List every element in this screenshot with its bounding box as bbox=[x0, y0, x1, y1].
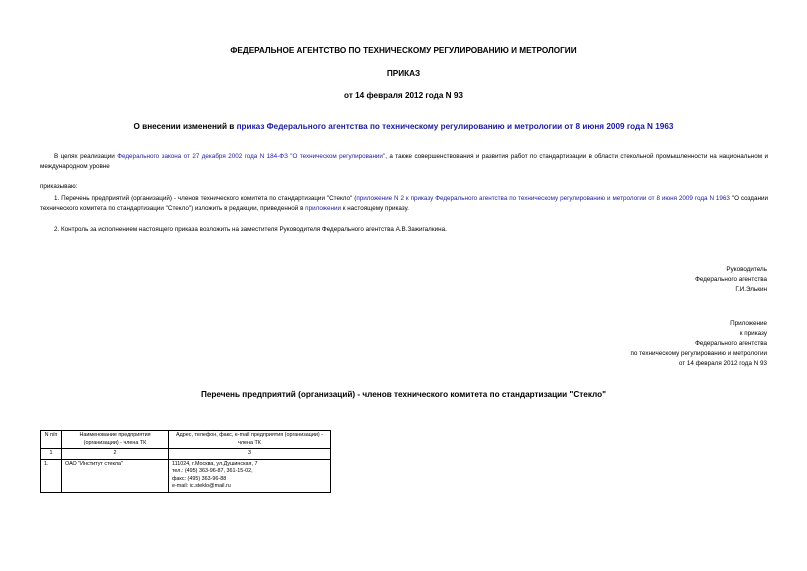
agency-name: ФЕДЕРАЛЬНОЕ АГЕНТСТВО ПО ТЕХНИЧЕСКОМУ РЕГУЛИРОВАНИЮ И МЕТРОЛОГИИ bbox=[230, 46, 577, 55]
prikazyvayu: приказываю: bbox=[40, 183, 78, 190]
members-table bbox=[40, 430, 331, 493]
col-number: 1 bbox=[41, 449, 62, 460]
item-2: 2. Контроль за исполнением настоящего приказа возложить на заместителя Руководителя Федерального агентства А.В.Зажигалкина. bbox=[54, 226, 447, 233]
address-line: 111024, г.Москва, ул.Душинская, 7 bbox=[172, 460, 258, 467]
appendix-line-5: от 14 февраля 2012 года N 93 bbox=[678, 360, 767, 367]
table-number-row bbox=[41, 449, 331, 460]
appendix-line-3: Федерального агентства bbox=[695, 340, 767, 347]
header-address: Адрес, телефон, факс, e-mail предприятия (организации) - члена ТК bbox=[169, 431, 331, 449]
p1-prefix: В целях реализации bbox=[54, 153, 118, 160]
table-row bbox=[41, 459, 331, 492]
title-link[interactable]: приказ Федерального агентства по техническому регулированию и метрологии от 8 июня 2009 года N 1963 bbox=[236, 122, 674, 131]
appendix2-link[interactable]: приложение N 2 к приказу Федерального агентства по техническому регулированию и метрологии от 8 июня 2009 года N 1963 bbox=[356, 195, 730, 202]
p1-suffix: , а также совершенствования и развития работ по стандартизации в области стекольной промышленности на национальном и международном уровне bbox=[40, 153, 768, 170]
preamble-paragraph bbox=[40, 152, 768, 172]
signature-line-2: Федерального агентства bbox=[695, 276, 767, 283]
header-num: N п/п bbox=[41, 431, 62, 449]
appendix-block bbox=[630, 319, 767, 369]
appendix-line-2: к приказу bbox=[739, 330, 767, 337]
list-title: Перечень предприятий (организаций) - членов технического комитета по стандартизации "Стекло" bbox=[200, 390, 607, 399]
doc-title bbox=[0, 122, 807, 131]
doc-date: от 14 февраля 2012 года N 93 bbox=[344, 91, 463, 100]
signature-line-1: Руководитель bbox=[726, 266, 767, 273]
col-number: 3 bbox=[169, 449, 331, 460]
signature-block bbox=[695, 265, 767, 295]
phone-line: тел.: (495) 363-96-87, 361-15-02, bbox=[172, 468, 253, 474]
header-name: Наименование предприятия (организации) - члена ТК bbox=[62, 431, 169, 449]
item1-suffix: к настоящему приказу. bbox=[341, 205, 409, 212]
doc-type: ПРИКАЗ bbox=[386, 69, 421, 78]
appendix-line-4: по техническому регулированию и метрологии bbox=[630, 350, 767, 357]
item1-prefix: 1. Перечень предприятий (организаций) - членов технического комитета по стандартизации "Стекло" ( bbox=[54, 195, 357, 202]
federal-law-link[interactable]: Федерального закона от 27 декабря 2002 года N 184-ФЗ "О техническом регулировании" bbox=[117, 153, 386, 160]
row-name: ОАО "Институт стекла" bbox=[62, 459, 169, 492]
signature-line-3: Г.И.Элькин bbox=[735, 286, 767, 293]
row-num: 1. bbox=[41, 459, 62, 492]
item1-mid: "О создании технического комитета по стандартизации "Стекло") изложить в редакции, приведенной в bbox=[40, 195, 768, 212]
title-prefix: О внесении изменений в bbox=[133, 122, 237, 131]
email-line: e-mail: ic.steklo@mail.ru bbox=[172, 483, 231, 489]
appendix-link[interactable]: приложении bbox=[305, 205, 342, 212]
col-number: 2 bbox=[62, 449, 169, 460]
fax-line: факс: (495) 363-96-88 bbox=[172, 475, 227, 482]
table-header-row bbox=[41, 431, 331, 449]
row-address bbox=[169, 459, 331, 492]
item-1 bbox=[40, 194, 768, 214]
appendix-line-1: Приложение bbox=[730, 320, 767, 327]
